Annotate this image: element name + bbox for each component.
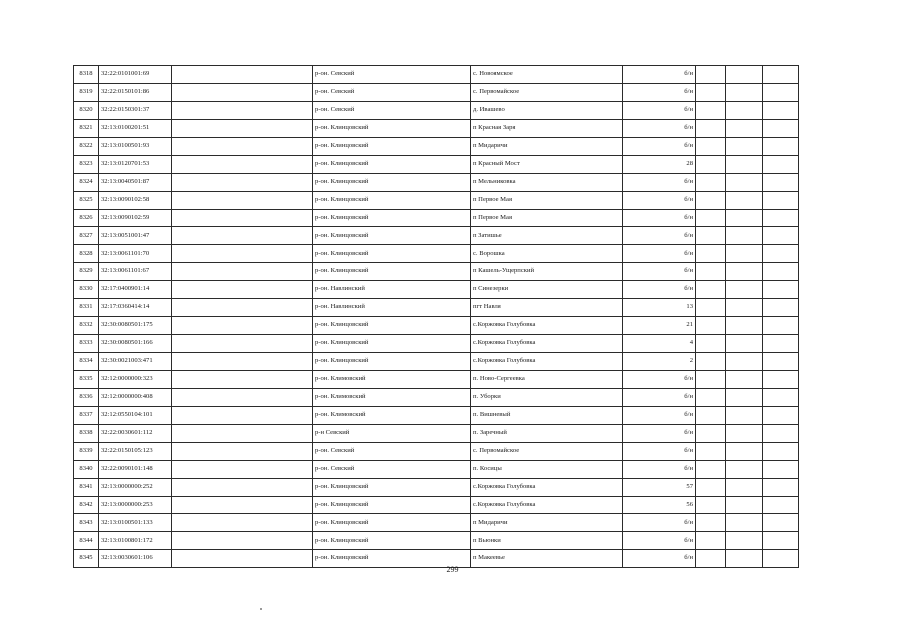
empty-cell: [696, 406, 726, 424]
table-row: [74, 173, 799, 191]
empty-cell: [726, 406, 763, 424]
empty-cell: [696, 460, 726, 478]
locality-cell: с.Коржовка Голубовка: [471, 353, 623, 371]
row-number-cell: 8325: [74, 191, 99, 209]
value-cell: 57: [623, 478, 696, 496]
value-cell: б/н: [623, 442, 696, 460]
empty-cell: [763, 227, 799, 245]
district-cell: р-он. Севский: [313, 460, 471, 478]
empty-cell: [696, 227, 726, 245]
empty-cell: [763, 101, 799, 119]
row-number-cell: 8321: [74, 119, 99, 137]
table-row: [74, 281, 799, 299]
district-cell: р-он. Севский: [313, 83, 471, 101]
row-number-cell: 8345: [74, 550, 99, 568]
empty-cell: [172, 191, 313, 209]
empty-cell: [696, 245, 726, 263]
empty-cell: [726, 119, 763, 137]
empty-cell: [763, 137, 799, 155]
cadastral-number-cell: 32:22:0150105:123: [99, 442, 172, 460]
empty-cell: [726, 101, 763, 119]
row-number-cell: 8320: [74, 101, 99, 119]
district-cell: р-он. Клинцовский: [313, 550, 471, 568]
table-row: [74, 66, 799, 84]
empty-cell: [726, 66, 763, 84]
value-cell: б/н: [623, 245, 696, 263]
empty-cell: [696, 442, 726, 460]
empty-cell: [696, 119, 726, 137]
value-cell: б/н: [623, 370, 696, 388]
empty-cell: [172, 388, 313, 406]
table-row: [74, 263, 799, 281]
empty-cell: [726, 532, 763, 550]
empty-cell: [696, 101, 726, 119]
empty-cell: [172, 119, 313, 137]
cadastral-number-cell: 32:13:0120701:53: [99, 155, 172, 173]
empty-cell: [726, 263, 763, 281]
locality-cell: п Синезерки: [471, 281, 623, 299]
district-cell: р-он. Клинцовский: [313, 353, 471, 371]
row-number-cell: 8333: [74, 335, 99, 353]
empty-cell: [726, 335, 763, 353]
empty-cell: [763, 514, 799, 532]
row-number-cell: 8324: [74, 173, 99, 191]
cadastral-number-cell: 32:13:0061101:70: [99, 245, 172, 263]
empty-cell: [763, 173, 799, 191]
row-number-cell: 8331: [74, 299, 99, 317]
cadastral-number-cell: 32:13:0100201:51: [99, 119, 172, 137]
district-cell: р-он. Севский: [313, 66, 471, 84]
cadastral-number-cell: 32:22:0150101:86: [99, 83, 172, 101]
empty-cell: [696, 317, 726, 335]
district-cell: р-он. Клинцовский: [313, 155, 471, 173]
empty-cell: [763, 424, 799, 442]
empty-cell: [763, 281, 799, 299]
empty-cell: [726, 173, 763, 191]
registry-table-body: [74, 66, 799, 568]
value-cell: 28: [623, 155, 696, 173]
empty-cell: [172, 299, 313, 317]
value-cell: б/н: [623, 83, 696, 101]
empty-cell: [696, 353, 726, 371]
locality-cell: п Макеевье: [471, 550, 623, 568]
empty-cell: [172, 370, 313, 388]
empty-cell: [696, 155, 726, 173]
empty-cell: [726, 353, 763, 371]
district-cell: р-н Севский: [313, 424, 471, 442]
district-cell: р-он. Клинцовский: [313, 245, 471, 263]
empty-cell: [172, 227, 313, 245]
empty-cell: [726, 496, 763, 514]
empty-cell: [172, 442, 313, 460]
empty-cell: [696, 388, 726, 406]
district-cell: р-он. Клинцовский: [313, 532, 471, 550]
value-cell: 4: [623, 335, 696, 353]
table-row: [74, 245, 799, 263]
locality-cell: п Мельниковка: [471, 173, 623, 191]
value-cell: б/н: [623, 66, 696, 84]
empty-cell: [763, 442, 799, 460]
empty-cell: [763, 406, 799, 424]
empty-cell: [172, 245, 313, 263]
empty-cell: [763, 460, 799, 478]
table-row: [74, 101, 799, 119]
cadastral-number-cell: 32:22:0030601:112: [99, 424, 172, 442]
table-row: [74, 496, 799, 514]
value-cell: б/н: [623, 263, 696, 281]
empty-cell: [763, 155, 799, 173]
district-cell: р-он. Клинцовский: [313, 173, 471, 191]
cadastral-number-cell: 32:30:0021003:471: [99, 353, 172, 371]
empty-cell: [696, 66, 726, 84]
row-number-cell: 8326: [74, 209, 99, 227]
empty-cell: [726, 137, 763, 155]
table-row: [74, 370, 799, 388]
cadastral-number-cell: 32:22:0150301:37: [99, 101, 172, 119]
locality-cell: д. Ивашево: [471, 101, 623, 119]
table-row: [74, 442, 799, 460]
empty-cell: [763, 478, 799, 496]
row-number-cell: 8344: [74, 532, 99, 550]
cadastral-number-cell: 32:22:0090101:148: [99, 460, 172, 478]
locality-cell: с.Коржовка Голубовка: [471, 478, 623, 496]
locality-cell: п. Уборки: [471, 388, 623, 406]
row-number-cell: 8332: [74, 317, 99, 335]
empty-cell: [763, 496, 799, 514]
locality-cell: п. Ново-Сергеевка: [471, 370, 623, 388]
empty-cell: [763, 317, 799, 335]
value-cell: б/н: [623, 101, 696, 119]
district-cell: р-он. Клинцовский: [313, 496, 471, 514]
value-cell: б/н: [623, 514, 696, 532]
empty-cell: [763, 119, 799, 137]
table-row: [74, 299, 799, 317]
empty-cell: [696, 263, 726, 281]
locality-cell: п Красная Заря: [471, 119, 623, 137]
district-cell: р-он. Клинцовский: [313, 335, 471, 353]
district-cell: р-он. Навлинский: [313, 281, 471, 299]
cadastral-number-cell: 32:22:0101001:69: [99, 66, 172, 84]
empty-cell: [172, 281, 313, 299]
cadastral-number-cell: 32:13:0100801:172: [99, 532, 172, 550]
cadastral-number-cell: 32:13:0030601:106: [99, 550, 172, 568]
cadastral-number-cell: 32:13:0090102:59: [99, 209, 172, 227]
empty-cell: [696, 532, 726, 550]
empty-cell: [696, 335, 726, 353]
empty-cell: [763, 353, 799, 371]
empty-cell: [172, 406, 313, 424]
empty-cell: [726, 83, 763, 101]
cadastral-number-cell: 32:17:0400901:14: [99, 281, 172, 299]
district-cell: р-он. Севский: [313, 101, 471, 119]
value-cell: б/н: [623, 227, 696, 245]
district-cell: р-он. Клинцовский: [313, 478, 471, 496]
district-cell: р-он. Клинцовский: [313, 263, 471, 281]
cadastral-number-cell: 32:30:0080501:175: [99, 317, 172, 335]
value-cell: 21: [623, 317, 696, 335]
cadastral-number-cell: 32:13:0051001:47: [99, 227, 172, 245]
locality-cell: п Кашель-Ущерпский: [471, 263, 623, 281]
cadastral-number-cell: 32:13:0040501:87: [99, 173, 172, 191]
cadastral-number-cell: 32:30:0080501:166: [99, 335, 172, 353]
row-number-cell: 8341: [74, 478, 99, 496]
value-cell: б/н: [623, 424, 696, 442]
empty-cell: [696, 209, 726, 227]
table-row: [74, 191, 799, 209]
table-row: [74, 83, 799, 101]
row-number-cell: 8327: [74, 227, 99, 245]
district-cell: р-он. Севский: [313, 442, 471, 460]
district-cell: р-он. Климовский: [313, 370, 471, 388]
district-cell: р-он. Клинцовский: [313, 209, 471, 227]
empty-cell: [726, 245, 763, 263]
table-row: [74, 353, 799, 371]
empty-cell: [172, 424, 313, 442]
cadastral-number-cell: 32:13:0000000:253: [99, 496, 172, 514]
value-cell: б/н: [623, 460, 696, 478]
empty-cell: [763, 83, 799, 101]
locality-cell: п. Косицы: [471, 460, 623, 478]
cadastral-number-cell: 32:17:0360414:14: [99, 299, 172, 317]
cadastral-number-cell: 32:12:0000000:323: [99, 370, 172, 388]
empty-cell: [726, 281, 763, 299]
empty-cell: [696, 424, 726, 442]
empty-cell: [696, 496, 726, 514]
district-cell: р-он. Клинцовский: [313, 227, 471, 245]
empty-cell: [172, 83, 313, 101]
empty-cell: [696, 299, 726, 317]
table-row: [74, 424, 799, 442]
district-cell: р-он. Климовский: [313, 406, 471, 424]
empty-cell: [726, 155, 763, 173]
row-number-cell: 8329: [74, 263, 99, 281]
empty-cell: [696, 83, 726, 101]
cadastral-number-cell: 32:13:0000000:252: [99, 478, 172, 496]
locality-cell: пгт Навля: [471, 299, 623, 317]
locality-cell: с. Первомайское: [471, 442, 623, 460]
value-cell: б/н: [623, 281, 696, 299]
locality-cell: п Вьюнки: [471, 532, 623, 550]
value-cell: 13: [623, 299, 696, 317]
empty-cell: [726, 478, 763, 496]
empty-cell: [696, 137, 726, 155]
district-cell: р-он. Навлинский: [313, 299, 471, 317]
locality-cell: с. Новоямское: [471, 66, 623, 84]
district-cell: р-он. Клинцовский: [313, 137, 471, 155]
cadastral-number-cell: 32:13:0061101:67: [99, 263, 172, 281]
value-cell: б/н: [623, 119, 696, 137]
value-cell: б/н: [623, 406, 696, 424]
table-row: [74, 137, 799, 155]
locality-cell: с. Ворошка: [471, 245, 623, 263]
empty-cell: [172, 514, 313, 532]
empty-cell: [172, 496, 313, 514]
cadastral-number-cell: 32:13:0090102:58: [99, 191, 172, 209]
empty-cell: [763, 209, 799, 227]
empty-cell: [726, 209, 763, 227]
row-number-cell: 8342: [74, 496, 99, 514]
empty-cell: [172, 335, 313, 353]
row-number-cell: 8338: [74, 424, 99, 442]
row-number-cell: 8319: [74, 83, 99, 101]
row-number-cell: 8318: [74, 66, 99, 84]
value-cell: б/н: [623, 550, 696, 568]
empty-cell: [763, 191, 799, 209]
empty-cell: [726, 388, 763, 406]
empty-cell: [172, 478, 313, 496]
locality-cell: п Затишье: [471, 227, 623, 245]
empty-cell: [696, 370, 726, 388]
value-cell: 56: [623, 496, 696, 514]
locality-cell: п Первое Мая: [471, 209, 623, 227]
locality-cell: п Мидаричи: [471, 137, 623, 155]
row-number-cell: 8335: [74, 370, 99, 388]
empty-cell: [172, 263, 313, 281]
empty-cell: [696, 173, 726, 191]
empty-cell: [726, 442, 763, 460]
value-cell: б/н: [623, 173, 696, 191]
value-cell: 2: [623, 353, 696, 371]
table-row: [74, 209, 799, 227]
empty-cell: [696, 191, 726, 209]
empty-cell: [726, 514, 763, 532]
empty-cell: [172, 137, 313, 155]
table-row: [74, 532, 799, 550]
table-row: [74, 119, 799, 137]
locality-cell: п. Заречный: [471, 424, 623, 442]
table-row: [74, 478, 799, 496]
empty-cell: [172, 173, 313, 191]
empty-cell: [763, 335, 799, 353]
table-row: [74, 460, 799, 478]
empty-cell: [763, 532, 799, 550]
empty-cell: [726, 227, 763, 245]
page-number: 299: [446, 565, 459, 574]
scan-artifact: [260, 608, 262, 610]
empty-cell: [763, 299, 799, 317]
empty-cell: [763, 388, 799, 406]
value-cell: б/н: [623, 209, 696, 227]
district-cell: р-он. Климовский: [313, 388, 471, 406]
locality-cell: с. Первомайское: [471, 83, 623, 101]
table-row: [74, 388, 799, 406]
locality-cell: с.Коржовка Голубовка: [471, 317, 623, 335]
locality-cell: п Красный Мост: [471, 155, 623, 173]
locality-cell: п Мидаричи: [471, 514, 623, 532]
registry-table: [73, 65, 799, 568]
locality-cell: с.Коржовка Голубовка: [471, 335, 623, 353]
row-number-cell: 8340: [74, 460, 99, 478]
empty-cell: [172, 532, 313, 550]
empty-cell: [172, 101, 313, 119]
empty-cell: [172, 353, 313, 371]
table-row: [74, 155, 799, 173]
table-row: [74, 406, 799, 424]
table-row: [74, 227, 799, 245]
table-row: [74, 335, 799, 353]
district-cell: р-он. Клинцовский: [313, 119, 471, 137]
empty-cell: [726, 460, 763, 478]
empty-cell: [763, 66, 799, 84]
empty-cell: [172, 209, 313, 227]
empty-cell: [172, 155, 313, 173]
empty-cell: [696, 514, 726, 532]
empty-cell: [172, 317, 313, 335]
empty-cell: [696, 281, 726, 299]
locality-cell: п Первое Мая: [471, 191, 623, 209]
locality-cell: п. Вишневый: [471, 406, 623, 424]
cadastral-number-cell: 32:12:0550104:101: [99, 406, 172, 424]
cadastral-number-cell: 32:13:0100501:133: [99, 514, 172, 532]
value-cell: б/н: [623, 191, 696, 209]
empty-cell: [172, 66, 313, 84]
row-number-cell: 8322: [74, 137, 99, 155]
district-cell: р-он. Клинцовский: [313, 317, 471, 335]
district-cell: р-он. Клинцовский: [313, 514, 471, 532]
cadastral-number-cell: 32:13:0100501:93: [99, 137, 172, 155]
row-number-cell: 8330: [74, 281, 99, 299]
row-number-cell: 8336: [74, 388, 99, 406]
row-number-cell: 8323: [74, 155, 99, 173]
row-number-cell: 8328: [74, 245, 99, 263]
table-row: [74, 514, 799, 532]
empty-cell: [726, 317, 763, 335]
locality-cell: с.Коржовка Голубовка: [471, 496, 623, 514]
empty-cell: [726, 424, 763, 442]
row-number-cell: 8343: [74, 514, 99, 532]
row-number-cell: 8334: [74, 353, 99, 371]
empty-cell: [726, 370, 763, 388]
value-cell: б/н: [623, 388, 696, 406]
cadastral-number-cell: 32:12:0000000:408: [99, 388, 172, 406]
value-cell: б/н: [623, 532, 696, 550]
value-cell: б/н: [623, 137, 696, 155]
row-number-cell: 8337: [74, 406, 99, 424]
empty-cell: [696, 478, 726, 496]
empty-cell: [763, 370, 799, 388]
empty-cell: [726, 191, 763, 209]
empty-cell: [763, 263, 799, 281]
row-number-cell: 8339: [74, 442, 99, 460]
table-row: [74, 317, 799, 335]
empty-cell: [172, 460, 313, 478]
district-cell: р-он. Клинцовский: [313, 191, 471, 209]
empty-cell: [763, 245, 799, 263]
empty-cell: [726, 299, 763, 317]
